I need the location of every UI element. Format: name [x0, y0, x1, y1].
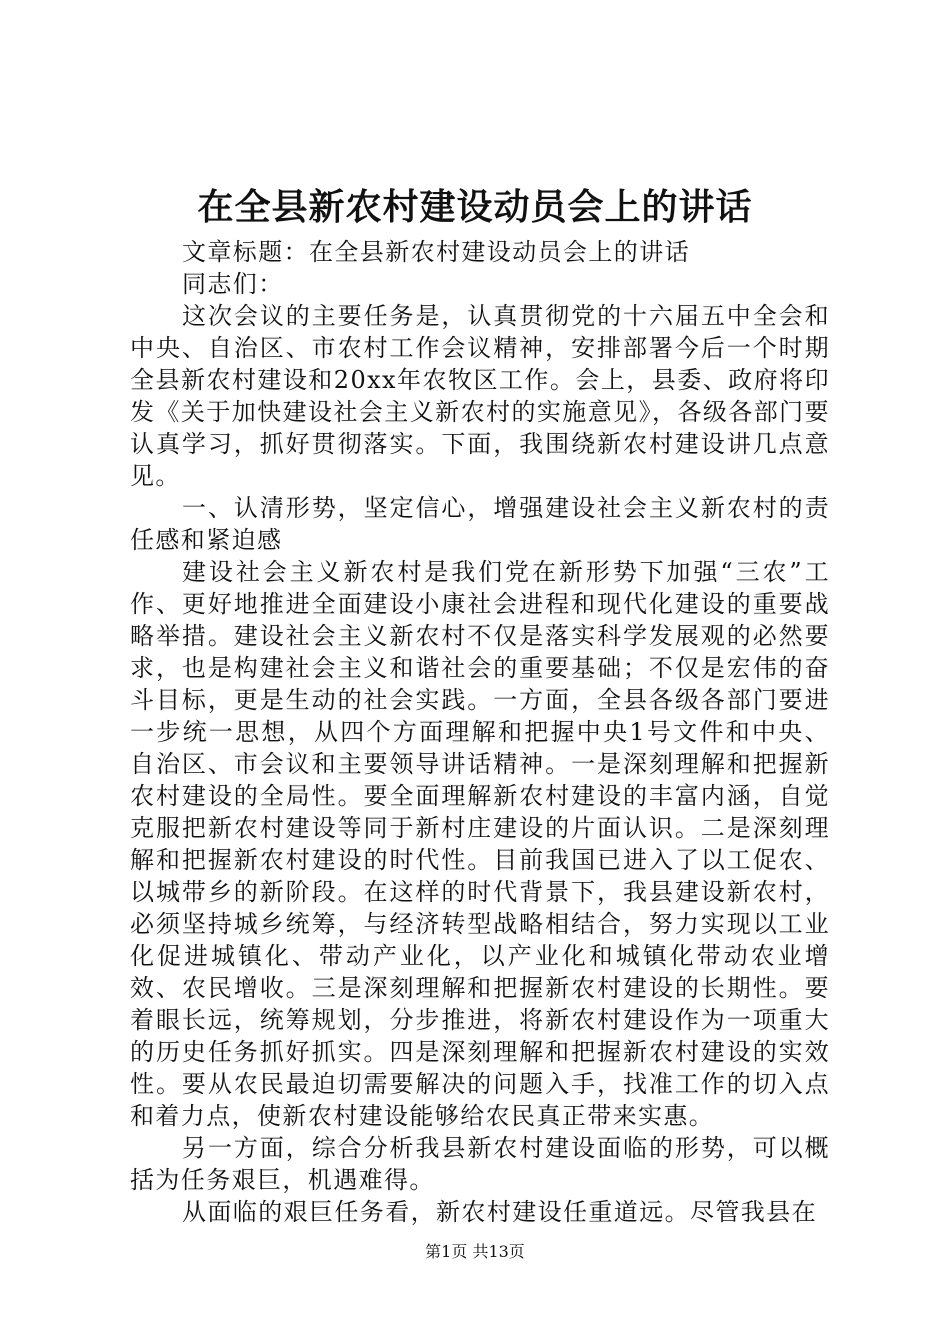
- body-paragraph: 这次会议的主要任务是，认真贯彻党的十六届五中全会和中央、自治区、市农村工作会议精神，安排部署今后一个时期全县新农村建设和20xx年农牧区工作。会上，县委、政府将印发《关于加快建设社会主义新农村的实施意见》，各级各部门要认真学习，抓好贯彻落实。下面，我围绕新农村建设讲几点意见。: [130, 302, 830, 490]
- body-paragraph: 建设社会主义新农村是我们党在新形势下加强“三农”工作、更好地推进全面建设小康社会进程和现代化建设的重要战略举措。建设社会主义新农村不仅是落实科学发展观的必然要求，也是构建社会主义和谐社会的重要基础；不仅是宏伟的奋斗目标，更是生动的社会实践。一方面，全县各级各部门要进一步统一思想，从四个方面理解和把握中央1号文件和中央、自治区、市会议和主要领导讲话精神。一是深刻理解和把握新农村建设的全局性。要全面理解新农村建设的丰富内涵，自觉克服把新农村建设等同于新村庄建设的片面认识。二是深刻理解和把握新农村建设的时代性。目前我国已进入了以工促农、以城带乡的新阶段。在这样的时代背景下，我县建设新农村，必须坚持城乡统筹，与经济转型战略相结合，努力实现以工业化促进城镇化、带动产业化，以产业化和城镇化带动农业增效、农民增收。三是深刻理解和把握新农村建设的长期性。要着眼长远，统筹规划，分步推进，将新农村建设作为一项重大的历史任务抓好抓实。四是深刻理解和把握新农村建设的实效性。要从农民最迫切需要解决的问题入手，找准工作的切入点和着力点，使新农村建设能够给农民真正带来实惠。: [130, 558, 830, 1130]
- salutation: 同志们：: [182, 270, 284, 298]
- body-paragraph: 另一方面，综合分析我县新农村建设面临的形势，可以概括为任务艰巨，机遇难得。: [130, 1134, 830, 1194]
- body-paragraph: 从面临的艰巨任务看，新农村建设任重道远。尽管我县在: [182, 1198, 817, 1226]
- document-title: 在全县新农村建设动员会上的讲话: [197, 187, 753, 228]
- page-number-footer: 第1页 共13页: [425, 1242, 525, 1261]
- section-heading: 一、认清形势，坚定信心，增强建设社会主义新农村的责任感和紧迫感: [130, 494, 830, 554]
- document-body: [130, 236, 830, 1228]
- article-title-line: 文章标题：在全县新农村建设动员会上的讲话: [182, 238, 690, 266]
